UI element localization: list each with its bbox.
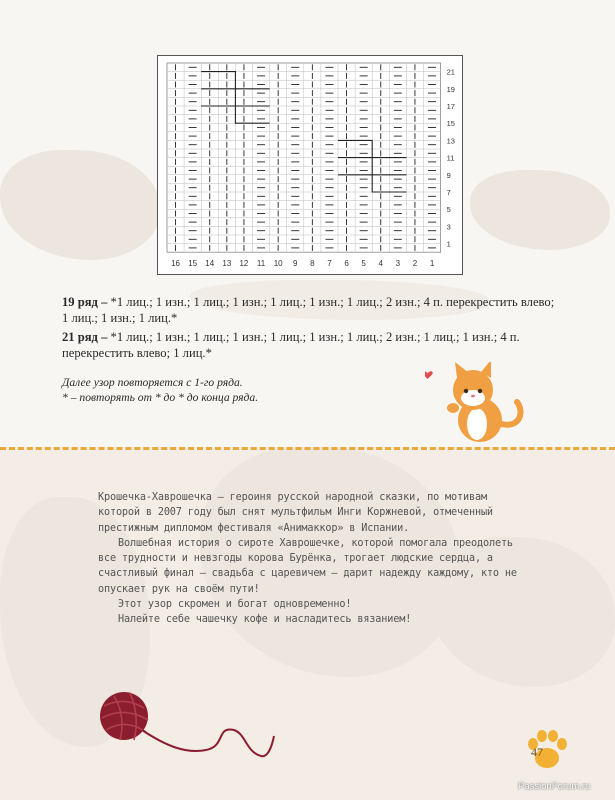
row-number-label: 3 — [446, 222, 451, 232]
story-paragraph: Волшебная история о сироте Хаврошечке, которой помогала преодолеть все трудности и невзгоды корова Бурёнка, трогает людские сердца, а счастливый финал – свадьба с царевичем – дарит надежду каждому, кто не опускает рук на своём пути! — [98, 537, 517, 595]
column-number-label: 15 — [188, 259, 198, 269]
pattern-rows — [62, 294, 562, 364]
row-number-label: 21 — [446, 67, 455, 77]
page-number: 47 — [531, 745, 543, 759]
row-number-label: 5 — [446, 205, 451, 215]
cat-illustration — [425, 362, 530, 444]
story-paragraph: Крошечка-Хаврошечка – героиня русской народной сказки, по мотивам которой в 2007 году был снят мультфильм Инги Коржневой, отмеченный престижным дипломом фестиваля «Анимаккор» в Испании. — [98, 492, 493, 534]
column-number-label: 12 — [239, 259, 249, 269]
row-number-label: 15 — [446, 119, 455, 129]
dashed-divider — [0, 447, 615, 450]
column-number-label: 1 — [429, 259, 435, 269]
row-19-instruction — [62, 294, 562, 326]
column-number-label: 4 — [378, 259, 383, 269]
row-number-label: 13 — [446, 136, 455, 146]
story-paragraph: Этот узор скромен и богат одновременно! — [118, 599, 352, 611]
row-21-label: 21 ряд – — [62, 330, 108, 344]
asterisk-note: * – повторять от * до * до конца ряда. — [62, 391, 259, 404]
column-number-label: 16 — [171, 259, 181, 269]
column-number-label: 9 — [293, 259, 298, 269]
row-number-label: 11 — [446, 153, 455, 163]
knitting-chart — [157, 55, 463, 275]
repeat-note: Далее узор повторяется с 1-го ряда. — [62, 376, 243, 389]
story-paragraph: Налейте себе чашечку кофе и насладитесь вязанием! — [118, 614, 412, 626]
column-number-label: 10 — [273, 259, 283, 269]
column-number-label: 13 — [222, 259, 232, 269]
row-number-label: 7 — [446, 188, 451, 197]
row-21-instruction — [62, 329, 562, 361]
row-21-text: *1 лиц.; 1 изн.; 1 лиц.; 1 изн.; 1 лиц.; 1 изн.; 1 лиц.; 2 изн.; 1 лиц.; 1 изн.; 4 п. перекрестить влево; 1 лиц.* — [62, 330, 520, 360]
column-number-label: 2 — [412, 259, 418, 269]
row-number-label: 19 — [446, 84, 455, 94]
column-number-label: 3 — [395, 259, 401, 269]
row-19-text: *1 лиц.; 1 изн.; 1 лиц.; 1 изн.; 1 лиц.; 1 изн.; 1 лиц.; 2 изн.; 4 п. перекрестить влево; 1 лиц.; 1 изн.; 1 лиц.* — [62, 295, 555, 325]
column-number-label: 7 — [327, 259, 332, 269]
knitting-chart-svg — [157, 55, 463, 275]
row-number-label: 9 — [446, 170, 451, 180]
map-continent-shape — [470, 170, 610, 250]
watermark-text: PassionForum.ru — [518, 781, 591, 792]
row-number-label: 17 — [446, 102, 455, 111]
story-text — [98, 490, 518, 628]
column-number-label: 6 — [344, 259, 349, 269]
map-continent-shape — [0, 150, 160, 260]
column-number-label: 14 — [205, 259, 215, 269]
column-number-label: 11 — [256, 259, 266, 269]
yarn-ball-illustration — [96, 686, 276, 764]
row-19-label: 19 ряд – — [62, 295, 108, 309]
column-number-label: 5 — [361, 259, 366, 269]
column-number-label: 8 — [310, 259, 315, 269]
pattern-note — [62, 375, 258, 405]
row-number-label: 1 — [446, 239, 451, 249]
